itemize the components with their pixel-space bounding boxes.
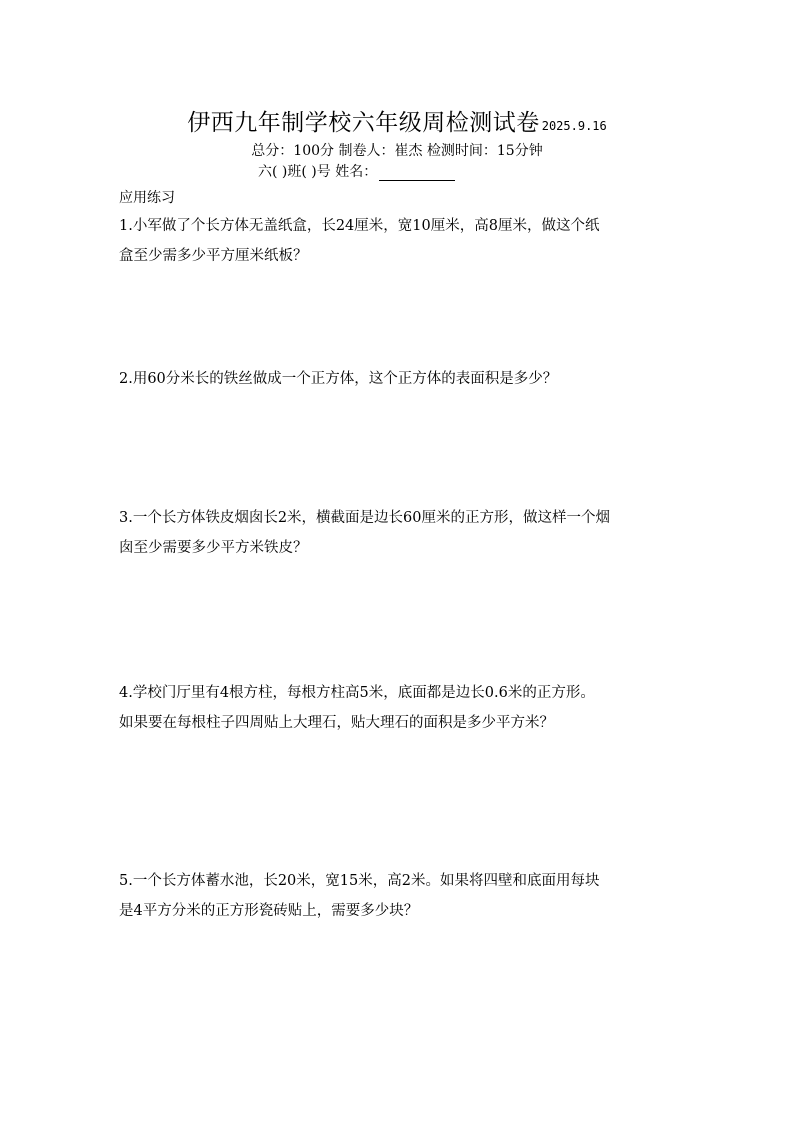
exam-date: 2025.9.16: [541, 119, 607, 133]
question-1: [119, 211, 684, 271]
question-4-line-2: 如果要在每根柱子四周贴上大理石，贴大理石的面积是多少平方米？: [119, 715, 554, 731]
question-3-line-2: 囱至少需要多少平方米铁皮？: [119, 540, 308, 556]
class-number-label: 六( )班( )号 姓名：: [258, 164, 378, 180]
question-1-line-1: 1.小军做了个长方体无盖纸盒，长24厘米，宽10厘米，高8厘米，做这个纸: [119, 218, 600, 234]
section-heading: 应用练习: [119, 190, 175, 206]
name-blank-field[interactable]: [379, 166, 455, 181]
page-title: 伊西九年制学校六年级周检测试卷: [187, 110, 540, 136]
question-5: [119, 866, 684, 926]
title-line: [0, 104, 794, 137]
question-2-line-1: 2.用60分米长的铁丝做成一个正方体，这个正方体的表面积是多少？: [119, 371, 558, 387]
exam-meta: 总分：100分 制卷人：崔杰 检测时间：15分钟: [251, 143, 543, 159]
question-2: [119, 364, 684, 394]
question-3: [119, 503, 684, 563]
question-4: [119, 678, 684, 738]
student-info-line: [258, 161, 455, 181]
question-1-line-2: 盒至少需多少平方厘米纸板？: [119, 248, 308, 264]
question-5-line-1: 5.一个长方体蓄水池，长20米，宽15米，高2米。如果将四壁和底面用每块: [119, 873, 600, 889]
question-3-line-1: 3.一个长方体铁皮烟囱长2米，横截面是边长60厘米的正方形，做这样一个烟: [119, 510, 611, 526]
question-5-line-2: 是4平方分米的正方形瓷砖贴上，需要多少块？: [119, 903, 419, 919]
question-4-line-1: 4.学校门厅里有4根方柱，每根方柱高5米，底面都是边长0.6米的正方形。: [119, 685, 595, 701]
